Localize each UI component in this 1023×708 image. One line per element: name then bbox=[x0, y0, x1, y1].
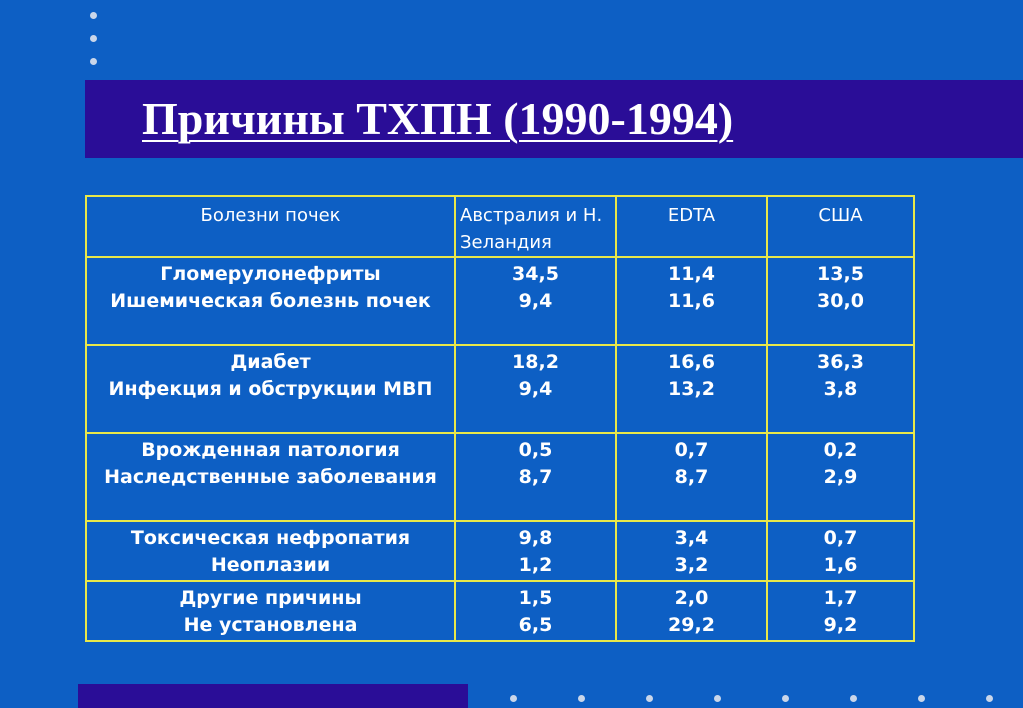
disease-name: Неоплазии bbox=[210, 554, 331, 576]
disease-name: Ишемическая болезнь почек bbox=[110, 290, 431, 312]
value: 8,7 bbox=[518, 466, 553, 488]
table-row bbox=[86, 521, 914, 581]
table-header-row bbox=[86, 196, 914, 257]
usa-cell bbox=[767, 433, 914, 521]
value: 13,2 bbox=[668, 378, 715, 400]
disease-name: Инфекция и обструкции МВП bbox=[108, 378, 433, 400]
table-row bbox=[86, 581, 914, 641]
decor-dot bbox=[90, 12, 97, 19]
decor-dot bbox=[578, 695, 585, 702]
value: 2,0 bbox=[674, 587, 709, 609]
australia-cell bbox=[455, 433, 616, 521]
usa-cell bbox=[767, 345, 914, 433]
value: 3,2 bbox=[674, 554, 709, 576]
header-edta: EDTA bbox=[616, 196, 767, 257]
disease-name: Диабет bbox=[230, 351, 311, 373]
edta-cell bbox=[616, 433, 767, 521]
disease-cell bbox=[86, 521, 455, 581]
disease-name: Другие причины bbox=[179, 587, 362, 609]
slide-title: Причины ТХПН (1990-1994) bbox=[142, 93, 734, 144]
header-disease: Болезни почек bbox=[86, 196, 455, 257]
table-row bbox=[86, 433, 914, 521]
disease-cell bbox=[86, 345, 455, 433]
decor-dot bbox=[646, 695, 653, 702]
bottom-band bbox=[78, 684, 468, 708]
value: 9,2 bbox=[823, 614, 858, 636]
value: 9,4 bbox=[518, 378, 553, 400]
value: 3,4 bbox=[674, 527, 709, 549]
value: 0,2 bbox=[823, 439, 858, 461]
disease-cell bbox=[86, 257, 455, 345]
usa-cell bbox=[767, 257, 914, 345]
edta-cell bbox=[616, 521, 767, 581]
header-usa: США bbox=[767, 196, 914, 257]
australia-cell bbox=[455, 521, 616, 581]
value: 9,8 bbox=[518, 527, 553, 549]
header-australia bbox=[455, 196, 616, 257]
value: 1,5 bbox=[518, 587, 553, 609]
disease-name: Врожденная патология bbox=[141, 439, 400, 461]
value: 13,5 bbox=[817, 263, 864, 285]
decor-dot bbox=[510, 695, 517, 702]
usa-cell bbox=[767, 581, 914, 641]
australia-cell bbox=[455, 257, 616, 345]
decor-dot bbox=[986, 695, 993, 702]
edta-cell bbox=[616, 257, 767, 345]
edta-cell bbox=[616, 345, 767, 433]
disease-name: Гломерулонефриты bbox=[160, 263, 381, 285]
value: 36,3 bbox=[817, 351, 864, 373]
decor-dot bbox=[714, 695, 721, 702]
value: 0,7 bbox=[674, 439, 709, 461]
causes-table bbox=[85, 195, 915, 642]
decor-dot bbox=[850, 695, 857, 702]
value: 11,6 bbox=[668, 290, 715, 312]
australia-cell bbox=[455, 581, 616, 641]
table-row bbox=[86, 345, 914, 433]
disease-name: Токсическая нефропатия bbox=[130, 527, 411, 549]
value: 1,6 bbox=[823, 554, 858, 576]
value: 2,9 bbox=[823, 466, 858, 488]
decor-dot bbox=[782, 695, 789, 702]
value: 18,2 bbox=[512, 351, 559, 373]
header-australia-label: Австралия и Н. Зеландия bbox=[460, 205, 603, 253]
disease-cell bbox=[86, 433, 455, 521]
value: 11,4 bbox=[668, 263, 715, 285]
usa-cell bbox=[767, 521, 914, 581]
value: 0,5 bbox=[518, 439, 553, 461]
decor-dot bbox=[918, 695, 925, 702]
value: 30,0 bbox=[817, 290, 864, 312]
value: 8,7 bbox=[674, 466, 709, 488]
value: 6,5 bbox=[518, 614, 553, 636]
disease-name: Наследственные заболевания bbox=[104, 466, 437, 488]
edta-cell bbox=[616, 581, 767, 641]
table-row bbox=[86, 257, 914, 345]
value: 1,2 bbox=[518, 554, 553, 576]
value: 1,7 bbox=[823, 587, 858, 609]
decor-dot bbox=[90, 58, 97, 65]
australia-cell bbox=[455, 345, 616, 433]
disease-name: Не установлена bbox=[183, 614, 358, 636]
disease-cell bbox=[86, 581, 455, 641]
value: 3,8 bbox=[823, 378, 858, 400]
value: 0,7 bbox=[823, 527, 858, 549]
value: 29,2 bbox=[668, 614, 715, 636]
value: 9,4 bbox=[518, 290, 553, 312]
value: 16,6 bbox=[668, 351, 715, 373]
value: 34,5 bbox=[512, 263, 559, 285]
decor-dot bbox=[90, 35, 97, 42]
